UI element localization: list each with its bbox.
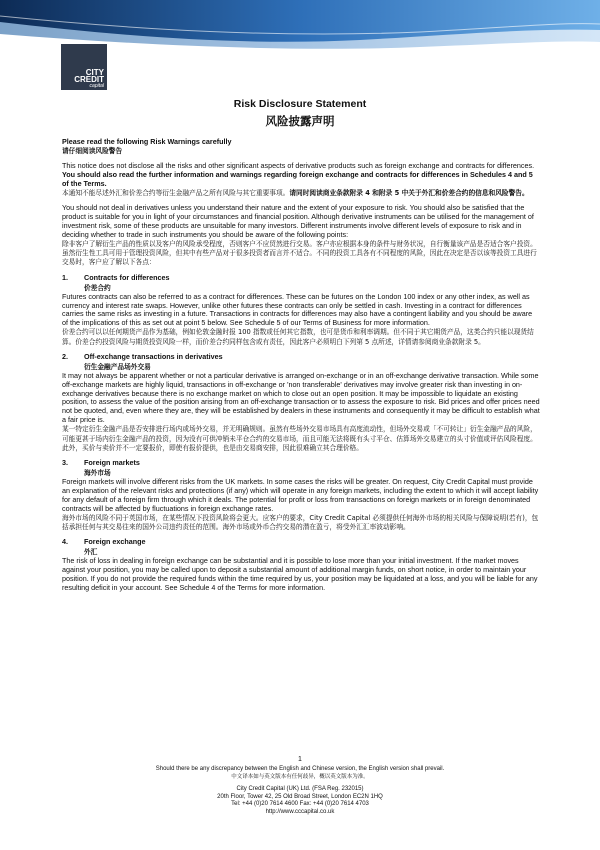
- page-title-cn: 风险披露声明: [265, 114, 335, 128]
- section-title-en: Foreign markets: [84, 458, 140, 468]
- company-address: 20th Floor, Tower 42, 25 Old Broad Street, London EC2N 1HQ: [217, 793, 383, 800]
- company-website: http://www.cccapital.co.uk: [265, 808, 335, 815]
- suitability-paragraph-en: You should not deal in derivatives unless you understand their nature and the extent of your exposure to risk. You should also be satisfied that the product is suitable for you in light of your circumstances and financial position. Although derivative instruments can be utilised for the management of investment risk, some of these products are unsuitable for many investors. Different instruments involve different levels of exposure to risk and in deciding whether to trade in such instruments you should be aware of the following points:: [62, 203, 534, 239]
- section-title-cn: 衍生金融产品场外交易: [84, 362, 151, 371]
- read-warning-en: Please read the following Risk Warnings carefully: [62, 137, 232, 146]
- section-text-en: The risk of loss in dealing in foreign exchange can be substantial and it is possible to lose more than your initial investment. If the market moves against your position, you may be called upon to deposit a substantial amount of additional margin funds, on short notice, in order to maintain your position. If you do not provide the required funds within the time required by us, your position may be liquidated at a loss, and you will be liable for any resulting deficit in your account. See Schedule 4 of the Terms for more information.: [62, 556, 538, 592]
- section-text-en: Foreign markets will involve different risks from the UK markets. In some cases the risks will be greater. On request, City Credit Capital must provide an explanation of the relevant risks and protections (if any) which will operate in any foreign markets, including the extent to which it will accept liability for any default of a foreign firm through which it deals. The potential for profit or loss from transactions on foreign markets or in foreign denominated contracts will be affected by fluctuations in foreign exchange rates.: [62, 477, 539, 513]
- section-text-cn: 某一特定衍生金融产品是否安排进行场内或场外交易，并无明确规则。虽然有些场外交易市场具有高度流动性，但场外交易或「不可转让」衍生金融产品的风险，可能更甚于场内衍生金融产品的投资，因为没有可供冲销未平仓合约的交易市场，而且可能无法将既有头寸平仓、估算场外交易建立的头寸价值或评估风险程度。此外，买价与卖价并不一定要报价，即使有报价提供，也是由交易商安排，因此很难确立其合理价格。: [62, 425, 537, 452]
- section-title-en: Contracts for differences: [84, 272, 170, 282]
- section-4: [62, 538, 540, 593]
- company-phone-fax: Tel: +44 (0)20 7614 4600 Fax: +44 (0)20 7614 4703: [231, 801, 369, 807]
- disclaimer-en: Should there be any discrepancy between the English and Chinese version, the English version shall prevail.: [155, 766, 445, 772]
- intro-paragraph-cn: [62, 189, 540, 198]
- section-text-en: Futures contracts can also be referred to as a contract for differences. These can be futures on the London 100 index or any other index, as well as currency and interest rate swaps. However, unlike other futures these contracts can only be settled in cash. Investing in a contract for differences carries the same risks as investing in a future. Transactions in contracts for differences may also have a contingent liability and you should be aware of the implications of this as set out at point 5 below. See Schedule 5 of our Terms of Business for more information.: [62, 291, 533, 328]
- section-number: 1.: [62, 272, 68, 282]
- city-credit-capital-logo: [61, 44, 107, 90]
- page-title-en: Risk Disclosure Statement: [233, 98, 367, 110]
- section-number: 4.: [62, 537, 68, 547]
- logo-line-capital: capital: [89, 83, 104, 89]
- section-text-en: It may not always be apparent whether or not a particular derivative is arranged on-exchange or in an off-exchange derivative transaction. While some off-exchange markets are highly liquid, transactions in off-exchange or 'non transferable' derivatives may involve greater risk than investing in on-exchange derivatives because there is no exchange market on which to close out an open position. It may be impossible to liquidate an existing position, to assess the value of the position arising from an off-exchange transaction or to assess the exposure to risk. Bid prices and offer prices need not be quoted, and, even where they are, they will be established by dealers in these instruments and consequently it may be difficult to establish what a fair price is.: [62, 370, 540, 425]
- section-number: 3.: [62, 458, 68, 468]
- section-title-cn: 外汇: [84, 548, 98, 557]
- suitability-paragraph-cn: 除非客户了解衍生产品的性质以及客户的风险承受程度，否则客户不应贸然进行交易。客户亦应根据本身的条件与财务状况，自行衡量该产品是否适合客户投资。虽然衍生性工具可用于管理投资风险，但其中有些产品对于很多投资者而言并不适合。不同的投资工具各有不同程度的风险，因此在决定是否以该等投资工具进行交易时，客户应了解以下各点：: [62, 239, 537, 267]
- section-title-cn: 海外市场: [84, 469, 111, 477]
- section-number: 2.: [62, 351, 68, 361]
- logo-line-credit: CREDIT: [74, 75, 104, 84]
- section-1: [62, 274, 540, 347]
- footer-company-info: [0, 786, 600, 816]
- document-body: [62, 138, 540, 593]
- header-wave-graphic: [0, 0, 600, 50]
- intro-bold-cn: 请同时阅读商业条款附录 4 和附录 5 中关于外汇和价差合约的信息和风险警告。: [289, 188, 529, 197]
- section-3: [62, 459, 540, 532]
- section-2: [62, 353, 540, 453]
- intro-text-cn: 本通知不能尽述外汇和价差合约等衍生金融产品之所有风险与其它重要事项。: [62, 188, 290, 197]
- intro-text-en: This notice does not disclose all the risks and other significant aspects of derivative products such as foreign exchange and contracts for differences.: [62, 161, 535, 171]
- section-title-en: Foreign exchange: [84, 537, 146, 547]
- section-text-cn: 价差合约可以以任何期货产品作为基础，例如伦敦金融时报 100 指数或任何其它指数，也可是货币和利率调期。但不同于其它期货产品，这类合约只能以现货结算。价差合约投资风险与期货投资风险一样，而价差合约同样包含或有责任，因此客户必须明白下列第 5 点所述，详情请参阅商业条款附录 5。: [62, 328, 534, 346]
- footer-disclaimer: [0, 766, 600, 781]
- logo-line-city: CITY: [85, 68, 104, 77]
- intro-paragraph-en: [62, 162, 540, 189]
- company-name: City Credit Capital (UK) Ltd. (FSA Reg. 232015): [236, 786, 364, 792]
- intro-bold-en: You should also read the further information and warnings regarding foreign exchange and contracts for differences in Schedules 4 and 5 of the Terms.: [62, 170, 533, 189]
- section-title-en: Off-exchange transactions in derivatives: [84, 351, 223, 361]
- read-warning-cn: 请仔细阅读风险警告: [62, 146, 123, 155]
- section-title-cn: 价差合约: [84, 283, 111, 292]
- disclaimer-cn: 中文译本如与英文版本有任何歧异，概以英文版本为准。: [231, 773, 369, 780]
- page-number: 1: [298, 756, 302, 763]
- section-text-cn: 海外市场的风险不同于英国市场，在某些情况下投资风险将会更大。应客户的要求，City Credit Capital 必须提供任何海外市场的相关风险与保障说明(若有)，包括承担任何与其交易往来的国外公司违约责任的范围。海外市场或外币合约交易的潜在盈亏，将受外汇汇率波动影响。: [62, 513, 539, 531]
